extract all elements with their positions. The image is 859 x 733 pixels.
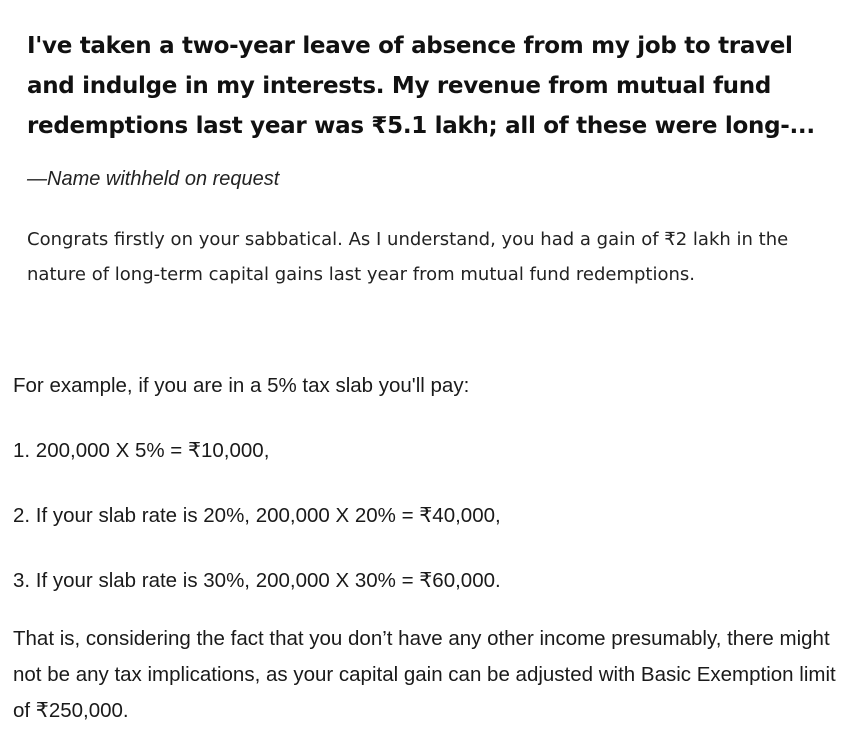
author-attribution: —Name withheld on request (27, 168, 280, 190)
answer-body (13, 368, 853, 729)
conclusion-paragraph: That is, considering the fact that you don’t have any other income presumably, there might not be any tax implications, as your capital gain can be adjusted with Basic Exemption limit of ₹250,000. (13, 627, 836, 722)
question-card (27, 26, 827, 292)
step-item: 2. If your slab rate is 20%, 200,000 X 20% = ₹40,000, (13, 504, 501, 527)
answer-intro: Congrats firstly on your sabbatical. As I understand, you had a gain of ₹2 lakh in the nature of long-term capital gains last year from mutual fund redemptions. (27, 229, 789, 285)
question-heading: I've taken a two-year leave of absence from my job to travel and indulge in my interests. My revenue from mutual fund redemptions last year was ₹5.1 lakh; all of these were long-... (27, 33, 815, 139)
step-item: 3. If your slab rate is 30%, 200,000 X 30% = ₹60,000. (13, 569, 501, 592)
step-item: 1. 200,000 X 5% = ₹10,000, (13, 439, 270, 462)
example-lead: For example, if you are in a 5% tax slab you'll pay: (13, 374, 470, 397)
